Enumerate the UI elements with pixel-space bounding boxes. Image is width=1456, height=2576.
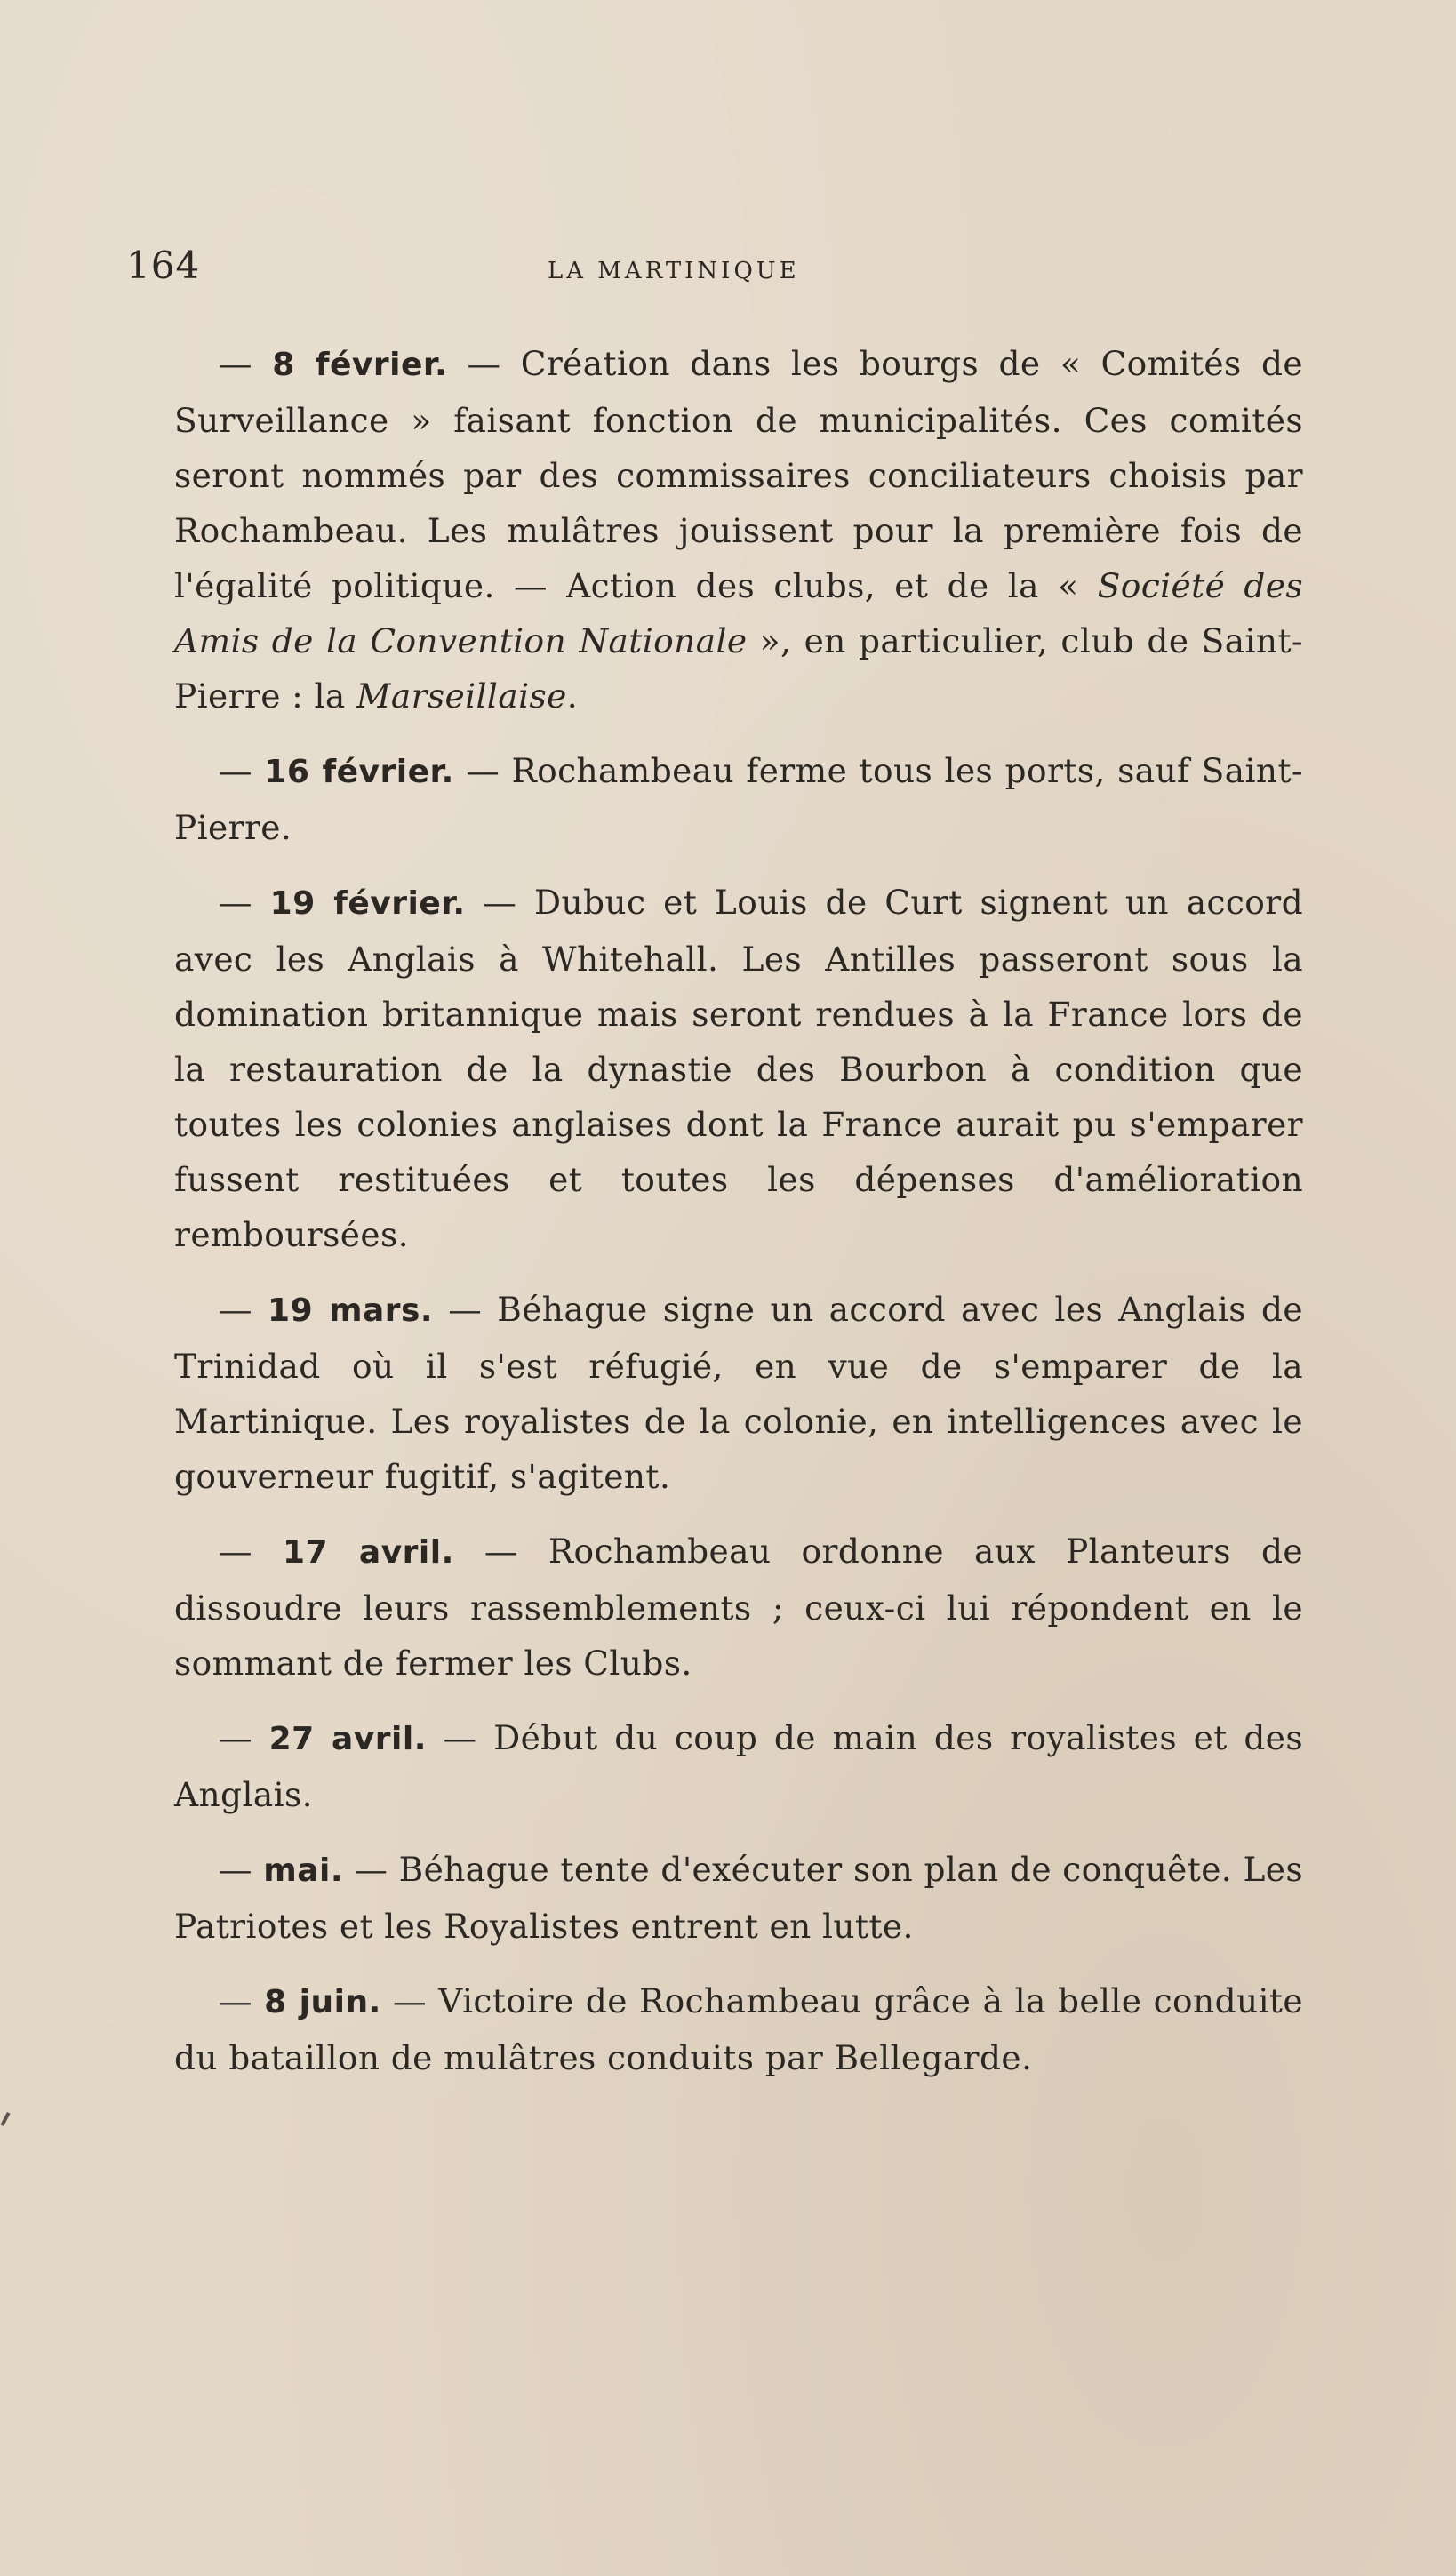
entry-dash: — (219, 1718, 269, 1757)
entry-dash: — (219, 1981, 265, 2020)
entry-text: — Dubuc et Louis de Curt signent un accord avec les Anglais à Whitehall. Les Antilles passeront sous la domination britannique mais seront rendues à la France lors de la restauration de la dynastie des Bourbon à condition que toutes les colonies anglaises dont la France aurait pu s'emparer fussent restituées et toutes les dépenses d'amélioration remboursées. (174, 883, 1303, 1254)
entry-27-avril (174, 1710, 1303, 1822)
entry-text: — Béhague tente d'exécuter son plan de conquête. Les Patriotes et les Royalistes entrent en lutte. (174, 1850, 1303, 1946)
entry-8-juin (174, 1973, 1303, 2085)
entry-text: — Victoire de Rochambeau grâce à la belle conduite du bataillon de mulâtres conduits par Bellegarde. (174, 1981, 1303, 2077)
entry-date: 17 avril. (283, 1534, 454, 1571)
entry-text: — Création dans les bourgs de « Comités de Surveillance » faisant fonction de municipalités. Ces comités seront nommés par des commissaires conciliateurs choisis par Rochambeau. Les mulâtres jouissent pour la première fois de l'égalité politique. — Action des clubs, et de la « (174, 344, 1303, 605)
entry-17-avril (174, 1524, 1303, 1691)
entry-dash: — (219, 883, 270, 922)
entry-19-fevrier (174, 875, 1303, 1262)
entry-dash: — (219, 1850, 264, 1889)
entry-19-mars (174, 1282, 1303, 1504)
entry-italic-society: Société des Amis de la Convention Nationale (174, 566, 1303, 660)
entry-8-fevrier (174, 336, 1303, 724)
entry-text: — Rochambeau ferme tous les ports, sauf Saint-Pierre. (174, 751, 1304, 847)
entry-text: — Béhague signe un accord avec les Anglais de Trinidad où il s'est réfugié, en vue de s'emparer de la Martinique. Les royalistes de la colonie, en intelligences avec le gouverneur fugitif, s'agitent. (174, 1290, 1303, 1496)
entry-dash: — (219, 344, 273, 383)
entry-dash: — (219, 1532, 283, 1571)
entry-date: 8 juin. (264, 1984, 381, 2020)
entry-date: 19 mars. (268, 1292, 434, 1329)
running-head: LA MARTINIQUE (548, 258, 800, 284)
entry-date: 8 février. (272, 347, 448, 383)
entry-date: 27 avril. (268, 1721, 427, 1757)
entry-dash: — (219, 751, 265, 790)
entry-text: », en particulier, club de Saint-Pierre : la (174, 621, 1303, 716)
entry-text: — Rochambeau ordonne aux Planteurs de dissoudre leurs rassemblements ; ceux-ci lui répondent en le sommant de fermer les Clubs. (174, 1532, 1303, 1683)
entry-dash: — (219, 1290, 268, 1329)
entry-date: 16 février. (264, 754, 454, 790)
entry-mai (174, 1842, 1303, 1954)
entry-date: 19 février. (269, 885, 466, 922)
entry-text: . (566, 676, 579, 716)
page-number: 164 (126, 244, 201, 287)
entry-16-fevrier (174, 743, 1303, 855)
entry-date: mai. (263, 1852, 344, 1889)
stray-ink-mark (0, 2112, 10, 2126)
entry-text: — Début du coup de main des royalistes et des Anglais. (174, 1718, 1303, 1814)
book-page (126, 240, 1304, 2105)
page-header (126, 240, 1303, 302)
entry-italic-marseillaise: Marseillaise (356, 676, 567, 716)
